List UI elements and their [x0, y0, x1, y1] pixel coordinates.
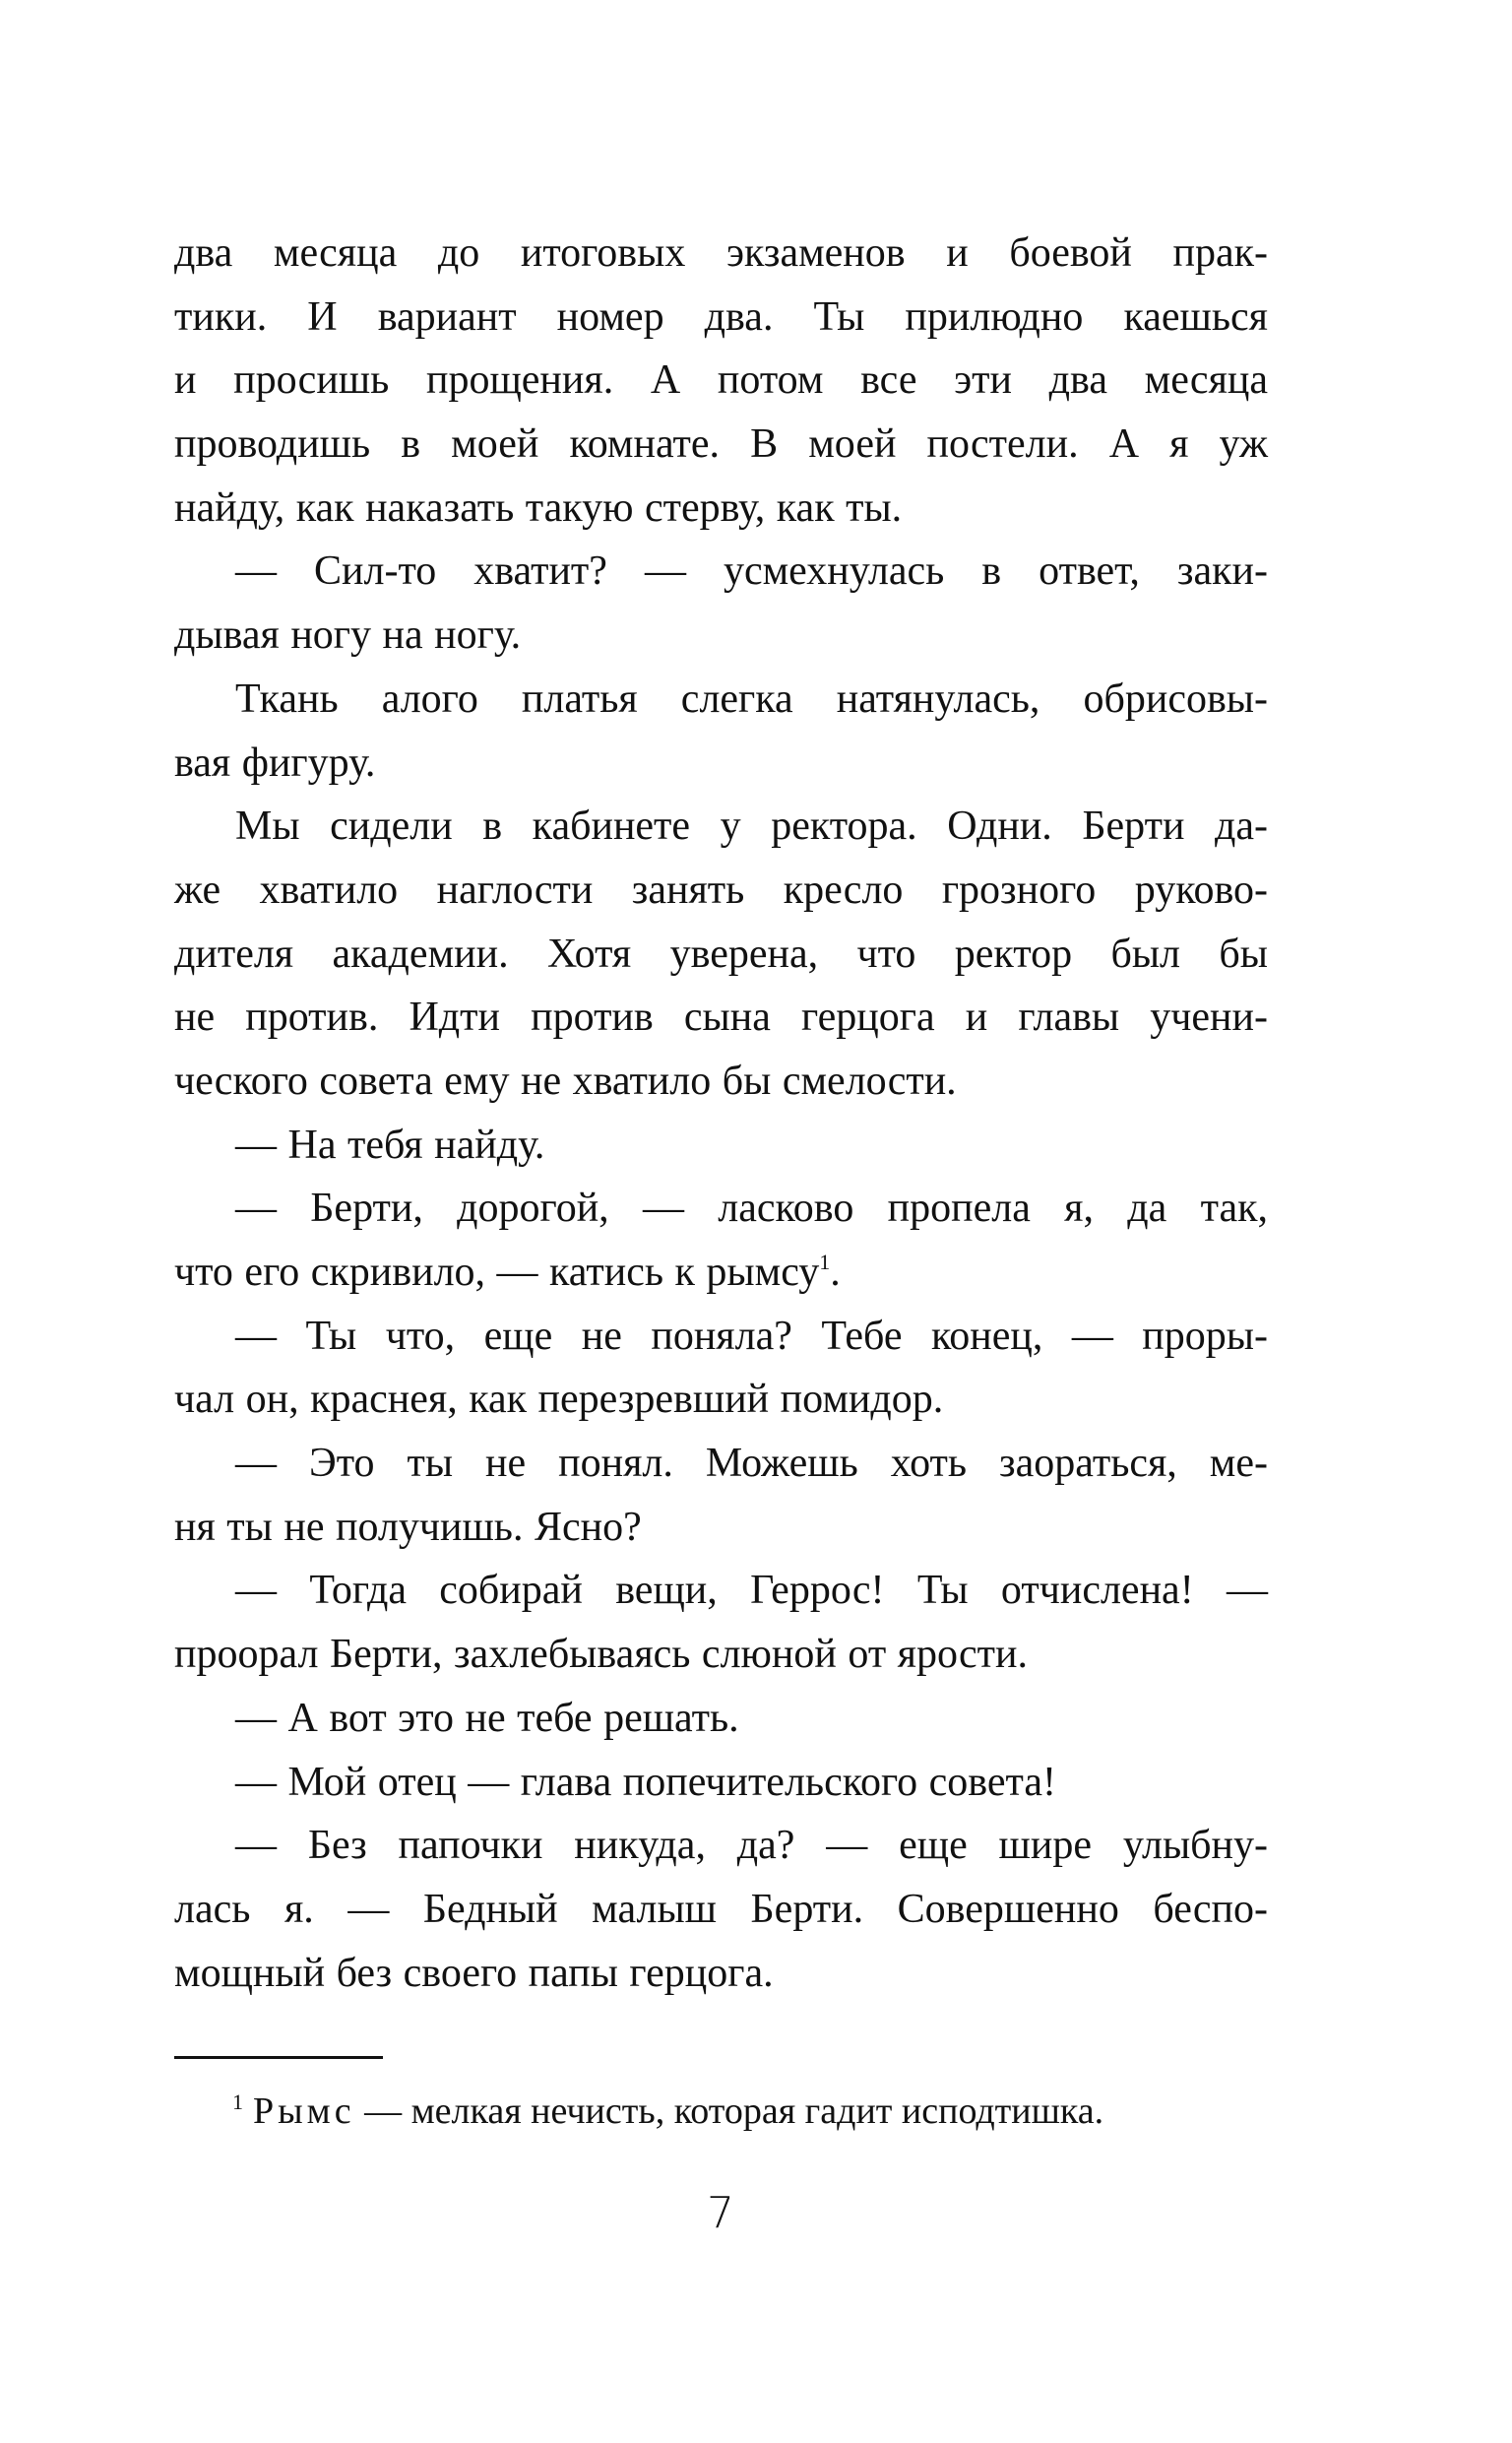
text-line: ня ты не получишь. Ясно?: [174, 1504, 642, 1550]
text-line: — На тебя найду.: [235, 1122, 545, 1168]
text-line: лась я. — Бедный малыш Берти. Совершенно беспо-: [174, 1886, 1268, 1932]
text-line: Ткань алого платья слегка натянулась, обрисовы-: [235, 675, 1268, 722]
text-line: — Ты что, еще не поняла? Тебе конец, — проры-: [235, 1313, 1268, 1359]
period: .: [830, 1250, 841, 1295]
footnote-number: 1: [232, 2089, 243, 2114]
text-line: — Берти, дорогой, — ласково пропела я, да так,: [235, 1186, 1268, 1232]
text-line: что его скривило, — катись к рымсу$^1$.: [174, 1250, 841, 1295]
text-line: мощный без своего папы герцога.: [174, 1950, 774, 1996]
text-line: — Мой отец — глава попечительского совета!: [235, 1759, 1057, 1805]
page-number: 7: [707, 2188, 734, 2238]
text-line: не против. Идти против сына герцога и главы учени-: [174, 995, 1268, 1041]
text-line: — Без папочки никуда, да? — еще шире улыбну-: [235, 1823, 1268, 1869]
text-line: и просишь прощения. А потом все эти два месяца: [174, 357, 1268, 404]
text-line: ческого совета ему не хватило бы смелости.: [174, 1058, 957, 1104]
text-line: дителя академии. Хотя уверена, что ректор был бы: [174, 931, 1268, 977]
text-line: проорал Берти, захлебываясь слюной от ярости.: [174, 1632, 1029, 1678]
text-line: тики. И вариант номер два. Ты прилюдно каешься: [174, 293, 1268, 340]
text-line: — Это ты не понял. Можешь хоть заораться, ме-: [235, 1441, 1268, 1487]
text-line: Мы сидели в кабинете у ректора. Одни. Берти да-: [235, 804, 1268, 850]
text-line: — Сил-то хватит? — усмехнулась в ответ, заки-: [235, 548, 1268, 595]
text-line: чал он, краснея, как перезревший помидор.: [174, 1377, 944, 1423]
text-line: два месяца до итоговых экзаменов и боевой прак-: [174, 230, 1268, 276]
body-text: [174, 222, 1268, 2005]
text-line: проводишь в моей комнате. В моей постели. А я уж: [174, 421, 1268, 468]
text-line: — Тогда собирай вещи, Геррос! Ты отчислена! —: [235, 1568, 1268, 1614]
text-line: вая фигуру.: [174, 739, 376, 786]
text-line: — А вот это не тебе решать.: [235, 1695, 739, 1741]
text-line: дывая ногу на ногу.: [174, 612, 522, 659]
footnote-separator: [174, 2056, 383, 2059]
footnote: [232, 2080, 1103, 2134]
footnote-term: Рымс: [253, 2090, 355, 2132]
footnote-definition: — мелкая нечисть, которая гадит исподтишка.: [354, 2090, 1104, 2132]
text-line: же хватило наглости занять кресло грозного руково-: [174, 867, 1268, 913]
text-line: найду, как наказать такую стерву, как ты.: [174, 484, 903, 531]
footnote-reference[interactable]: 1: [819, 1250, 831, 1274]
